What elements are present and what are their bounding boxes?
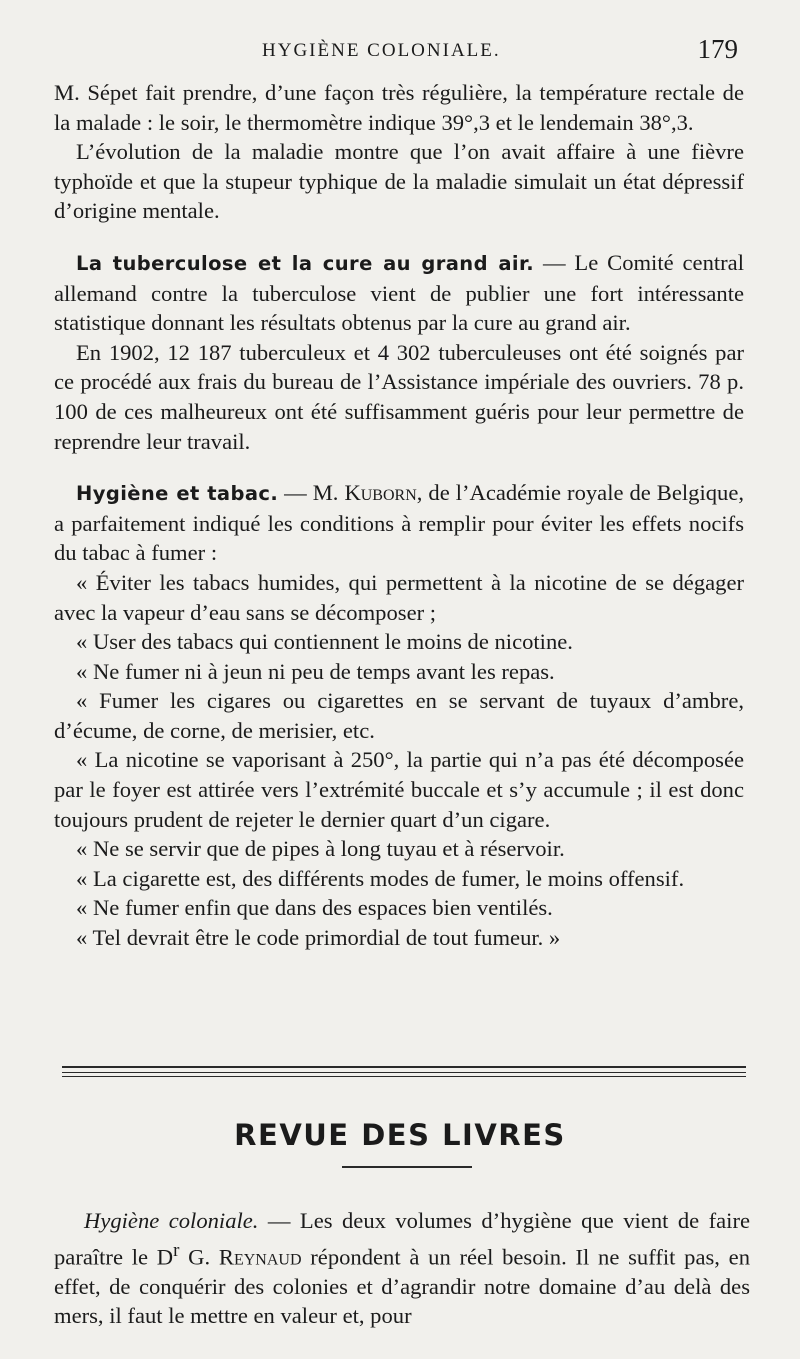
doctor-abbrev-sup: r [173, 1239, 180, 1261]
paragraph-intro-2: L’évolution de la maladie montre que l’on avait affaire à une fièvre typhoïde et que la stupeur typhique de la maladie simulait un état dépressif d’origine mentale. [54, 139, 744, 224]
author-kuborn: Kuborn [344, 480, 417, 506]
author-reynaud: Reynaud [218, 1244, 302, 1270]
rule-item: « Ne se servir que de pipes à long tuyau et à réservoir. [76, 836, 565, 862]
review-text-c: répondent à un réel besoin. Il ne suffit pas, en effet, de conquérir des colonies et d’agrandir notre domaine d’au delà des mers, il faut le mettre en valeur et, pour [54, 1244, 751, 1329]
spacer [54, 456, 744, 478]
rule-item: « Ne fumer enfin que dans des espaces bien ventilés. [76, 895, 553, 921]
rule-item: « Ne fumer ni à jeun ni peu de temps avant les repas. [76, 658, 555, 684]
paragraph-tabac-1 [54, 478, 744, 568]
divider-line [62, 1072, 746, 1073]
rule-item: « User des tabacs qui contiennent le moins de nicotine. [76, 629, 573, 655]
section-divider [62, 1066, 746, 1077]
section-title: REVUE DES LIVRES [234, 1118, 566, 1152]
rule-item: « La cigarette est, des différents modes de fumer, le moins offensif. [76, 865, 685, 891]
book-title: Hygiène coloniale. [84, 1208, 259, 1233]
paragraph-tuberculose-1 [54, 248, 744, 338]
review-text-b: G. [179, 1244, 219, 1270]
paragraph-review-1 [54, 1206, 750, 1331]
page-header [240, 34, 738, 70]
tabac-text: , de l’Académie royale de Belgique, a parfaitement indiqué les conditions à remplir pour éviter les effets nocifs du tabac à fumer : [54, 480, 745, 566]
rule-item: « Tel devrait être le code primordial de tout fumeur. » [76, 925, 561, 951]
spacer [54, 226, 744, 248]
paragraph-intro-1: M. Sépet fait prendre, d’une façon très régulière, la température rectale de la malade : le soir, le thermomètre indique 39°,3 et le lendemain 38°,3. [54, 80, 744, 135]
rule-item: « Éviter les tabacs humides, qui permettent à la nicotine de se dégager avec la vapeur d’eau sans se décomposer ; [54, 569, 744, 625]
rule-item: « Fumer les cigares ou cigarettes en se servant de tuyaux d’ambre, d’écume, de corne, de merisier, etc. [54, 688, 744, 743]
article-body [54, 78, 744, 953]
tabac-lead: — M. [278, 480, 345, 506]
review-text-a: — Les deux volumes d’hygiène que vient de faire paraître le D [54, 1208, 750, 1270]
heading-tabac: Hygiène et tabac. [76, 482, 279, 506]
title-underline [342, 1166, 472, 1168]
divider-line [62, 1076, 746, 1077]
paragraph-tuberculose-2: En 1902, 12 187 tuberculeux et 4 302 tuberculeuses ont été soignés par ce procédé aux frais du bureau de l’Assistance impériale des ouvriers. 78 p. 100 de ces malheureux ont été suffisamment guéris pour leur permettre de reprendre leur travail. [54, 339, 744, 454]
heading-tuberculose: La tuberculose et la cure au grand air. [76, 251, 535, 275]
book-review [54, 1206, 750, 1331]
running-title: HYGIÈNE COLONIALE. [262, 40, 501, 61]
rule-item: « La nicotine se vaporisant à 250°, la partie qui n’a pas été décomposée par le foyer est attirée vers l’extrémité buccale et s’y accumule ; il est donc toujours prudent de rejeter le dernier quart d’un cigare. [54, 747, 744, 832]
tuberculose-text: — Le Comité central allemand contre la tuberculose vient de publier une fort intéressante statistique donnant les résultats obtenus par la cure au grand air. [54, 249, 744, 336]
divider-line [62, 1066, 746, 1068]
page-number: 179 [697, 34, 738, 64]
